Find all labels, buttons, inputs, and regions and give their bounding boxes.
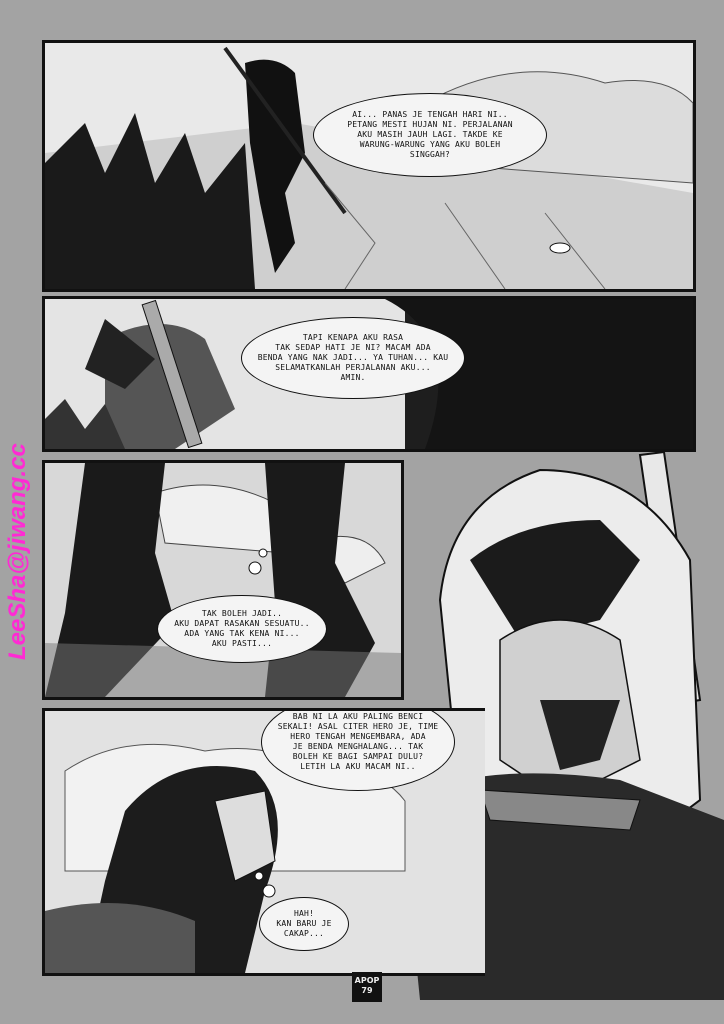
- page-number: 79: [361, 986, 373, 995]
- thought-bubble-3: TAK BOLEH JADI.. AKU DAPAT RASAKAN SESUATU.. ADA YANG TAK KENA NI... AKU PASTI...: [157, 595, 327, 663]
- speech-bubble-2: TAPI KENAPA AKU RASA TAK SEDAP HATI JE NI? MACAM ADA BENDA YANG NAK JADI... YA TUHAN... KAU SELAMATKANLAH PERJALANAN AKU... AMIN.: [241, 317, 465, 399]
- page-number-badge: [352, 972, 382, 1002]
- publisher-logo: APOP: [354, 976, 380, 985]
- panel-2: [42, 296, 696, 452]
- panel-1: [42, 40, 696, 292]
- sword-icon: [640, 452, 700, 704]
- panel-4: [42, 708, 485, 976]
- speech-bubble-1: AI... PANAS JE TENGAH HARI NI.. PETANG MESTI HUJAN NI. PERJALANAN AKU MASIH JAUH LAGI. TAKDE KE WARUNG-WARUNG YANG AKU BOLEH SINGGAH?: [313, 93, 547, 177]
- panel-3: [42, 460, 404, 700]
- speech-bubble-4: BAB NI LA AKU PALING BENCI SEKALI! ASAL CITER HERO JE, TIME HERO TENGAH MENGEMBARA, ADA JE BENDA MENGHALANG... TAK BOLEH KE BAGI SAMPAI DULU? LETIH LA AKU MACAM NI..: [261, 708, 455, 791]
- watermark: LeeSha@jiwang.cc: [4, 443, 31, 660]
- speech-bubble-5: HAH! KAN BARU JE CAKAP...: [259, 897, 349, 951]
